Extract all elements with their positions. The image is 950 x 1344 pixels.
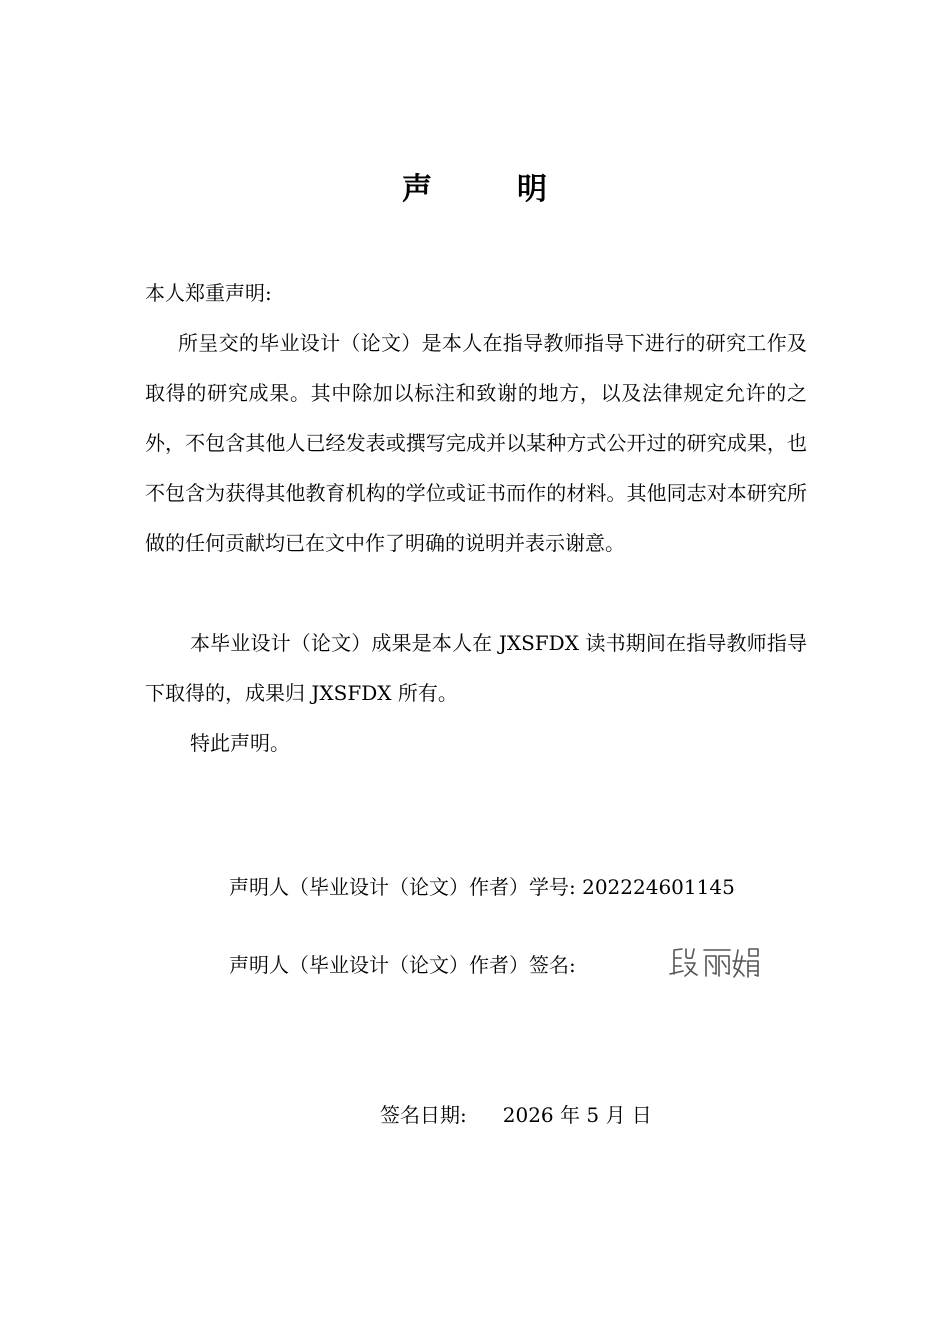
title-char-right: 明	[517, 172, 548, 207]
greeting-line: 本人郑重声明:	[145, 281, 272, 305]
student-id-line	[229, 873, 735, 901]
signature-date-line	[380, 1101, 652, 1129]
signature-line	[229, 951, 576, 979]
date-label: 签名日期:	[380, 1103, 467, 1127]
date-value: 2026 年 5 月 日	[502, 1103, 652, 1127]
page-title	[0, 164, 950, 208]
title-char-left: 声	[402, 172, 433, 207]
declaration-paragraph-1: 所呈交的毕业设计（论文）是本人在指导教师指导下进行的研究工作及取得的研究成果。其中除加以标注和致谢的地方，以及法律规定允许的之外，不包含其他人已经发表或撰写完成并以某种方式公开过的研究成果，也不包含为获得其他教育机构的学位或证书而作的材料。其他同志对本研究所做的任何贡献均已在文中作了明确的说明并表示谢意。	[145, 331, 807, 555]
signature-label: 声明人（毕业设计（论文）作者）签名:	[229, 953, 576, 977]
student-id-value: 202224601145	[582, 875, 735, 899]
handwritten-signature	[668, 940, 768, 986]
student-id-label: 声明人（毕业设计（论文）作者）学号:	[229, 875, 576, 899]
special-statement: 特此声明。	[190, 731, 290, 755]
declaration-paragraph-2: 本毕业设计（论文）成果是本人在 JXSFDX 读书期间在指导教师指导下取得的，成果归 JXSFDX 所有。	[145, 631, 807, 705]
